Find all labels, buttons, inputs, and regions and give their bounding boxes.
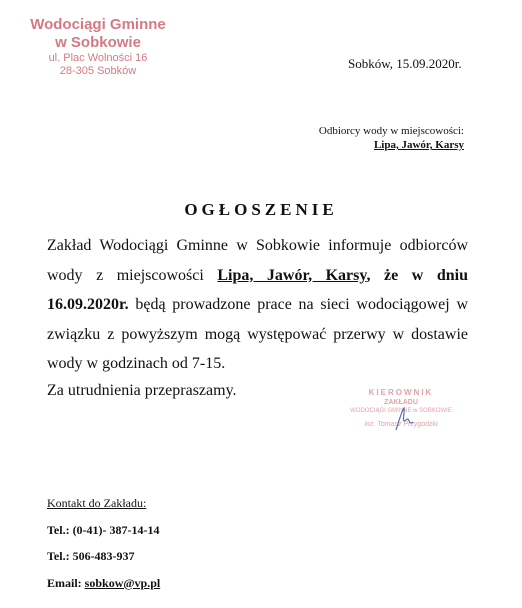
- body-towns: Lipa, Jawór, Karsy: [217, 266, 367, 284]
- stamp-line-1: Wodociągi Gminne: [30, 16, 166, 33]
- apology-text: Za utrudnienia przepraszamy.: [47, 382, 237, 399]
- signature-stamp-name: inż. Tomasz Przygodzki: [364, 421, 438, 428]
- contact-block: [47, 497, 160, 603]
- phone-1-label: Tel.:: [47, 522, 70, 537]
- signature-stamp-institution: WODOCIĄGI GMINNE w SOBKOWIE: [350, 408, 452, 414]
- page-title: OGŁOSZENIE: [184, 200, 338, 219]
- recipients-label: Odbiorcy wody w miejscowości:: [318, 125, 464, 137]
- email-link[interactable]: sobkow@vp.pl: [84, 575, 161, 590]
- stamp-address: ul. Plac Wolności 16: [48, 52, 148, 64]
- contact-phone-1: [47, 524, 160, 551]
- contact-phone-2: [47, 550, 160, 577]
- signature-stamp-title: KIEROWNIK: [368, 388, 434, 397]
- phone-2-label: Tel.:: [47, 549, 70, 563]
- contact-email: [47, 577, 160, 604]
- phone-2-value: 506-483-937: [72, 549, 135, 563]
- handwritten-signature: [392, 404, 416, 434]
- stamp-line-2: w Sobkowie: [55, 34, 141, 51]
- stamp-postal-code: 28-305 Sobków: [59, 65, 137, 77]
- body-text-details: będą prowadzone prace na sieci wodociągowej w związku z powyższym mogą występować przerwy w dostawie wody w godzinach od 7-15.: [47, 296, 468, 372]
- institution-stamp: [18, 16, 178, 78]
- document-date: Sobków, 15.09.2020r.: [348, 56, 462, 71]
- body-text-intro: Zakład Wodociągi Gminne w Sobkowie informuje odbiorców wody z miejscowości: [47, 237, 468, 284]
- recipients-towns: Lipa, Jawór, Karsy: [373, 139, 464, 151]
- contact-heading: Kontakt do Zakładu:: [47, 496, 147, 510]
- recipients-block: [319, 124, 464, 152]
- body-date: , że w dniu 16.09.2020r.: [47, 266, 468, 313]
- email-label: Email:: [47, 575, 82, 590]
- phone-1-value: (0-41)- 387-14-14: [72, 522, 160, 537]
- signature-stamp-subtitle: ZAKŁADU: [384, 399, 418, 406]
- announcement-body: [47, 231, 468, 379]
